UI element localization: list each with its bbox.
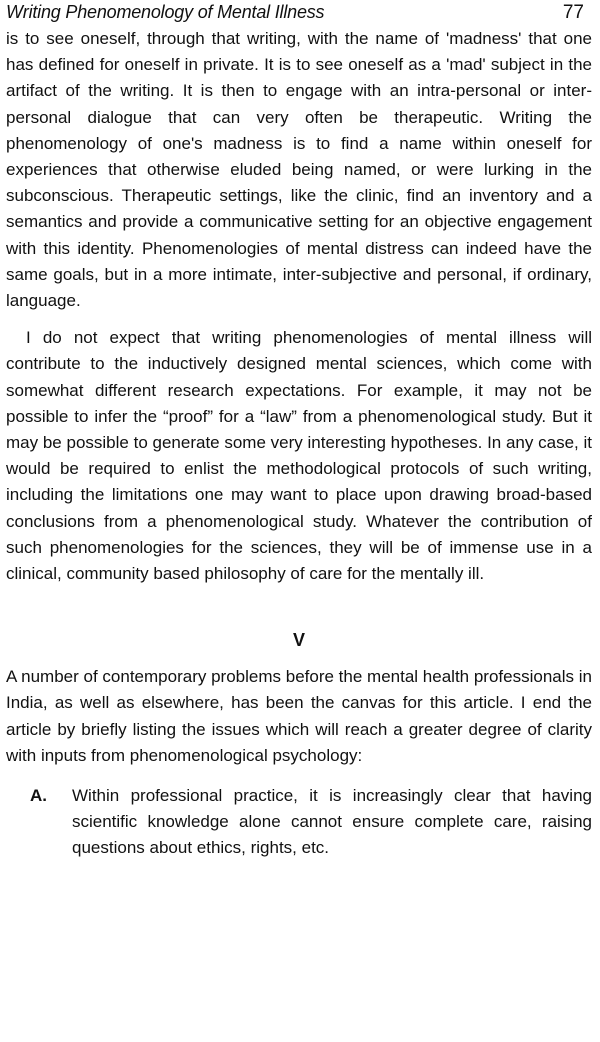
section-heading: V <box>292 630 305 651</box>
issues-list <box>6 783 592 862</box>
list-marker: A. <box>30 786 47 806</box>
list-item-text: Within professional practice, it is increasingly clear that having scientific knowledge alone cannot ensure complete care, raising questions about ethics, rights, etc. <box>72 786 592 858</box>
section-intro-paragraph: A number of contemporary problems before the mental health professionals in India, as well as elsewhere, has been the canvas for this article. I end the article by briefly listing the issues which will reach a greater degree of clarity with inputs from phenomenological psychology: <box>6 667 592 765</box>
paragraph-continued: is to see oneself, through that writing, with the name of 'madness' that one has defined for oneself in private. It is to see oneself as a 'mad' subject in the artifact of the writing. It is then to engage with an intra-personal or inter-personal dialogue that can very often be therapeutic. Writing the phenomenology of one's madness is to find a name within oneself for experiences that otherwise eluded being named, or were lurking in the subconscious. Therapeutic settings, like the clinic, find an inventory and a semantics and provide a communicative setting for an objective engagement with this identity. Phenomenologies of mental distress can indeed have the same goals, but in a more intimate, inter-subjective and personal, if ordinary, language. <box>6 29 592 311</box>
running-title: Writing Phenomenology of Mental Illness <box>6 2 325 22</box>
paragraph: I do not expect that writing phenomenologies of mental illness will contribute to the inductively designed mental sciences, which come with somewhat different research expectations. For example, it may not be possible to infer the “proof” for a “law” from a phenomenological study. But it may be possible to generate some very interesting hypotheses. In any case, it would be required to enlist the methodological protocols of such writing, including the limitations one may want to place upon drawing broad-based conclusions from a phenomenological study. Whatever the contribution of such phenomenologies for the sciences, they will be of immense use in a clinical, community based philosophy of care for the mentally ill. <box>6 328 592 584</box>
section-body <box>6 664 592 769</box>
list-item <box>6 783 592 862</box>
body-text <box>6 26 592 587</box>
running-header <box>6 0 592 26</box>
page-number: 77 <box>562 2 584 23</box>
